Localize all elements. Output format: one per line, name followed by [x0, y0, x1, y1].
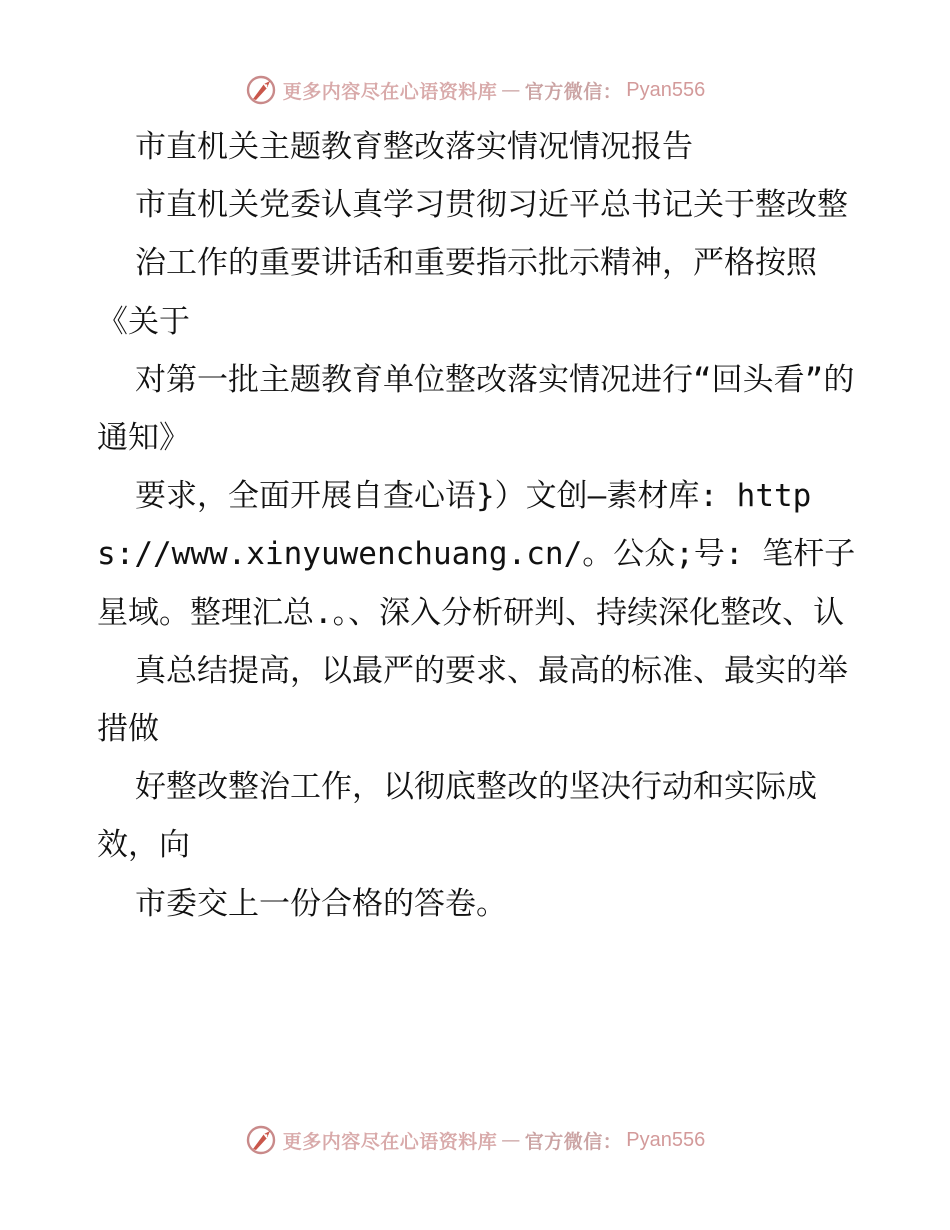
paragraph: 好整改整治工作，以彻底整改的坚决行动和实际成效，向 — [97, 769, 817, 864]
watermark-main-text: 更多内容尽在心语资料库 — [282, 1130, 498, 1153]
paragraph: 市委交上一份合格的答卷。 — [135, 885, 507, 922]
watermark-wechat-label: 官方微信： — [524, 80, 623, 103]
watermark-main-text: 更多内容尽在心语资料库 — [282, 80, 498, 103]
watermark-separator: — — [501, 1129, 521, 1151]
paragraph: 对第一批主题教育单位整改落实情况进行“回头看”的通知》 — [97, 361, 855, 457]
paragraph: 要求，全面开展自查心语}）文创—素材库: https://www.xinyuwenchuang.cn/。公众;号: 笔杆子星域。整理汇总.。、深入分析研判、持续深化整改、认 — [97, 478, 856, 631]
paragraph: 市直机关党委认真学习贯彻习近平总书记关于整改整 — [135, 187, 848, 224]
watermark-wechat-label: 官方微信： — [524, 1130, 623, 1153]
header-watermark — [0, 70, 950, 110]
paragraph: 治工作的重要讲话和重要指示批示精神，严格按照《关于 — [97, 245, 817, 340]
fountain-pen-nib-icon — [245, 1123, 279, 1157]
watermark-wechat-id: Pyan556 — [626, 1128, 706, 1151]
watermark-wechat-id: Pyan556 — [626, 78, 706, 101]
fountain-pen-nib-icon — [245, 73, 279, 107]
footer-watermark — [0, 1120, 950, 1160]
document-title: 市直机关主题教育整改落实情况情况报告 — [135, 129, 693, 165]
document-body — [97, 118, 857, 933]
watermark-separator: — — [501, 79, 521, 101]
paragraph: 真总结提高，以最严的要求、最高的标准、最实的举措做 — [97, 652, 848, 748]
